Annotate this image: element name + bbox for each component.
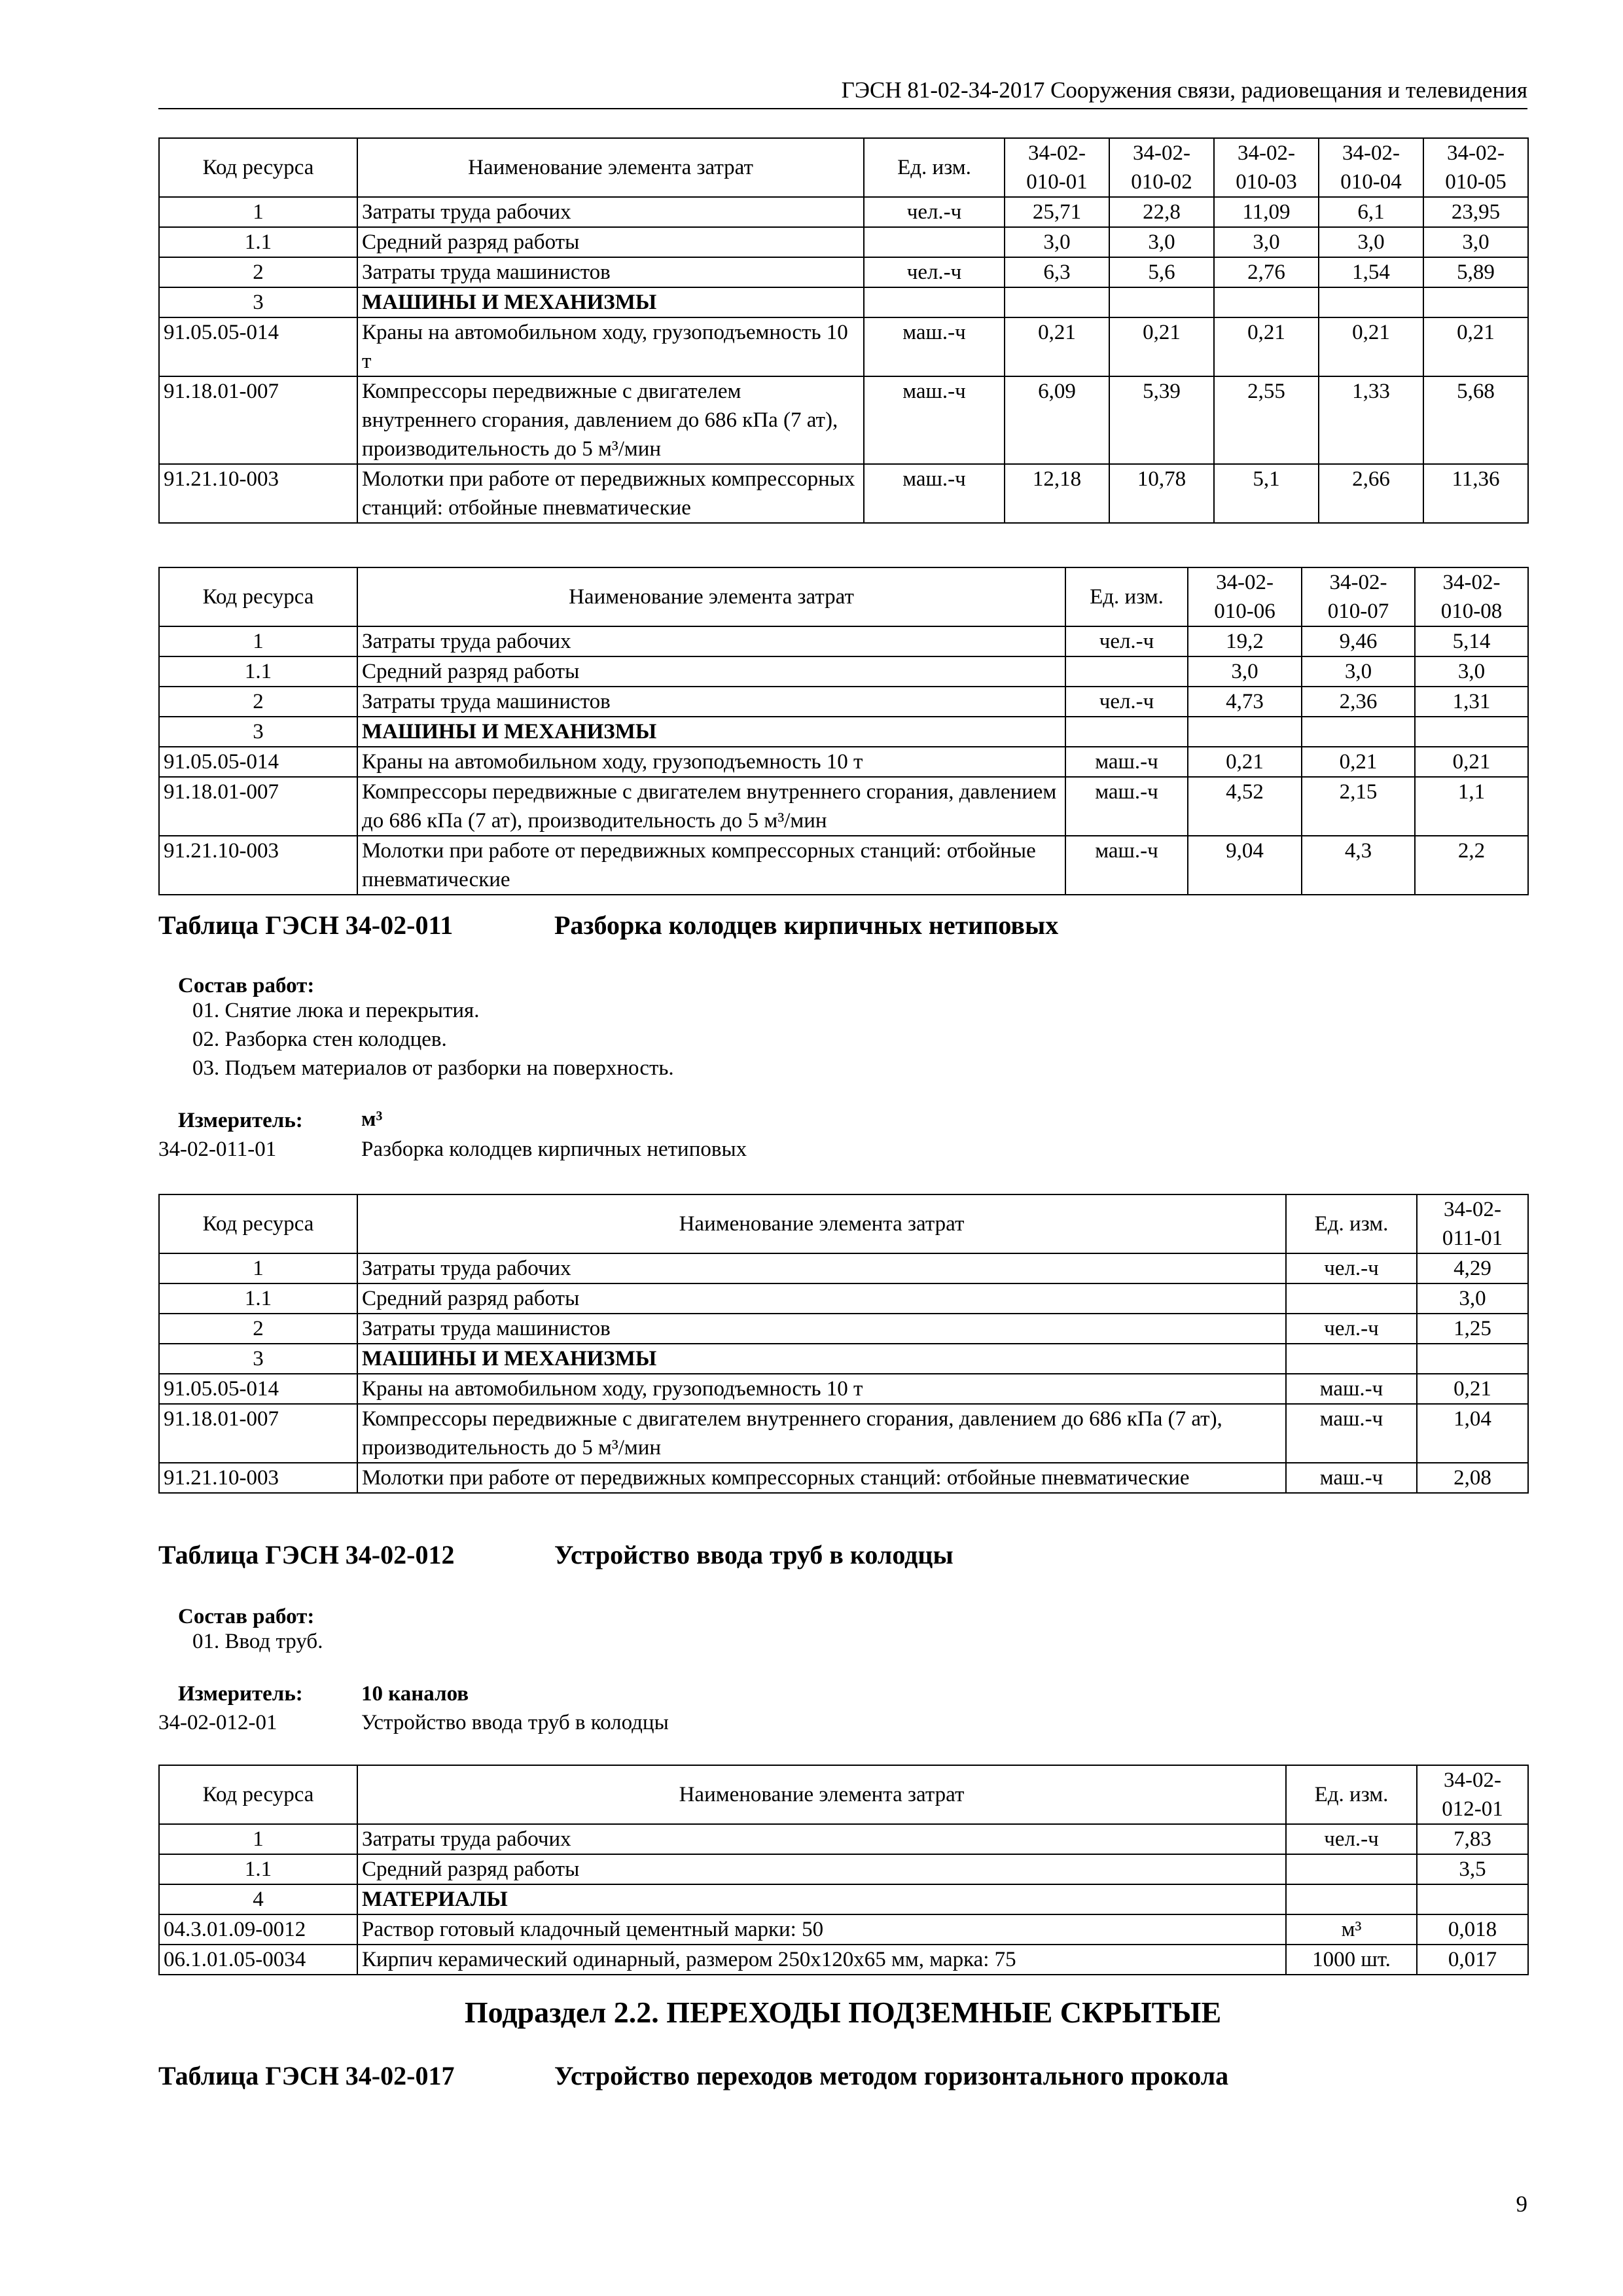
resource-code-cell: 2	[159, 687, 357, 717]
resource-code-cell: 06.1.01.05-0034	[159, 1945, 357, 1975]
resource-code-cell: 1.1	[159, 1854, 357, 1884]
work-composition-list	[192, 1627, 323, 1656]
value-cell: 0,017	[1417, 1945, 1528, 1975]
unit-cell	[1286, 1854, 1417, 1884]
resource-name-cell: Кирпич керамический одинарный, размером 250х120х65 мм, марка: 75	[357, 1945, 1286, 1975]
table-row	[159, 717, 1528, 747]
table-row	[159, 777, 1528, 836]
work-item: 03. Подъем материалов от разборки на поверхность.	[192, 1056, 674, 1080]
resource-code-cell: 3	[159, 287, 357, 317]
caption-label: Таблица ГЭСН 34-02-017	[158, 2061, 455, 2090]
resource-code-cell: 91.21.10-003	[159, 464, 357, 523]
value-cell: 5,39	[1109, 376, 1214, 464]
resource-name-cell: Затраты труда машинистов	[357, 1314, 1286, 1344]
table-row	[159, 257, 1528, 287]
table-row	[159, 1854, 1528, 1884]
value-cell	[1109, 287, 1214, 317]
norm-description: Устройство ввода труб в колодцы	[361, 1711, 669, 1734]
resource-name-cell: Затраты труда рабочих	[357, 626, 1065, 656]
value-cell: 4,29	[1417, 1253, 1528, 1283]
header-rule	[158, 108, 1527, 109]
value-cell: 1,31	[1415, 687, 1528, 717]
resource-table-010-06-08	[158, 567, 1527, 895]
value-cell: 0,21	[1415, 747, 1528, 777]
work-item: 02. Разборка стен колодцев.	[192, 1028, 447, 1051]
unit-cell	[1286, 1283, 1417, 1314]
norm-code: 34-02-011-01	[158, 1138, 277, 1161]
resource-name-cell: Средний разряд работы	[357, 227, 864, 257]
header-norm-code	[1417, 1194, 1528, 1253]
table-row	[159, 197, 1528, 227]
header-norm-code-line: 34-02-	[1342, 141, 1400, 165]
value-cell	[1188, 717, 1302, 747]
table-row	[159, 317, 1528, 376]
resource-name-cell: Затраты труда машинистов	[357, 687, 1065, 717]
value-cell: 6,1	[1319, 197, 1423, 227]
header-unit: Ед. изм.	[864, 138, 1005, 197]
value-cell: 5,1	[1214, 464, 1319, 523]
unit-cell	[1065, 717, 1188, 747]
resource-name-cell: Краны на автомобильном ходу, грузоподъемность 10 т	[357, 747, 1065, 777]
header-norm-code-line: 34-02-	[1329, 571, 1387, 594]
resource-code-cell: 1	[159, 1824, 357, 1854]
table-caption-011	[158, 910, 1059, 941]
header-norm-code	[1302, 567, 1415, 626]
work-item: 01. Ввод труб.	[192, 1630, 323, 1653]
header-norm-code	[1423, 138, 1528, 197]
measure-value: м³	[361, 1107, 383, 1131]
table-row	[159, 1283, 1528, 1314]
header-norm-code-line: 011-01	[1442, 1227, 1503, 1250]
table-row	[159, 1344, 1528, 1374]
table-row	[159, 656, 1528, 687]
resource-code-cell: 91.05.05-014	[159, 1374, 357, 1404]
header-norm-code	[1109, 138, 1214, 197]
value-cell: 0,21	[1109, 317, 1214, 376]
resource-code-cell: 91.18.01-007	[159, 777, 357, 836]
value-cell: 3,0	[1415, 656, 1528, 687]
resource-name-cell: МАШИНЫ И МЕХАНИЗМЫ	[357, 287, 864, 317]
header-norm-code-line: 34-02-	[1133, 141, 1190, 165]
value-cell: 0,21	[1188, 747, 1302, 777]
value-cell: 25,71	[1005, 197, 1109, 227]
value-cell: 22,8	[1109, 197, 1214, 227]
caption-label: Таблица ГЭСН 34-02-012	[158, 1540, 455, 1570]
resource-table	[158, 1194, 1529, 1494]
value-cell	[1417, 1344, 1528, 1374]
header-norm-code-line: 010-07	[1327, 600, 1389, 623]
unit-cell	[1065, 656, 1188, 687]
value-cell: 3,0	[1188, 656, 1302, 687]
value-cell	[1302, 717, 1415, 747]
resource-table	[158, 1765, 1529, 1975]
value-cell	[1423, 287, 1528, 317]
table-row	[159, 1314, 1528, 1344]
value-cell	[1319, 287, 1423, 317]
value-cell: 19,2	[1188, 626, 1302, 656]
table-row	[159, 464, 1528, 523]
value-cell: 3,0	[1109, 227, 1214, 257]
value-cell	[1005, 287, 1109, 317]
value-cell: 9,46	[1302, 626, 1415, 656]
unit-cell: чел.-ч	[864, 257, 1005, 287]
resource-code-cell: 2	[159, 257, 357, 287]
header-norm-code-line: 010-02	[1131, 170, 1192, 194]
unit-cell: маш.-ч	[1286, 1374, 1417, 1404]
value-cell: 2,15	[1302, 777, 1415, 836]
resource-code-cell: 91.18.01-007	[159, 376, 357, 464]
header-norm-code	[1188, 567, 1302, 626]
resource-name-cell: Компрессоры передвижные с двигателем внутреннего сгорания, давлением до 686 кПа (7 ат), производительность до 5 м³/мин	[357, 1404, 1286, 1463]
resource-code-cell: 91.21.10-003	[159, 1463, 357, 1493]
unit-cell: 1000 шт.	[1286, 1945, 1417, 1975]
resource-code-cell: 2	[159, 1314, 357, 1344]
value-cell: 11,09	[1214, 197, 1319, 227]
value-cell: 2,08	[1417, 1463, 1528, 1493]
header-unit: Ед. изм.	[1286, 1194, 1417, 1253]
unit-cell: чел.-ч	[1286, 1824, 1417, 1854]
unit-cell	[1286, 1344, 1417, 1374]
header-code: Код ресурса	[159, 1765, 357, 1824]
resource-name-cell: МАШИНЫ И МЕХАНИЗМЫ	[357, 1344, 1286, 1374]
resource-code-cell: 4	[159, 1884, 357, 1914]
work-item: 01. Снятие люка и перекрытия.	[192, 999, 480, 1022]
unit-cell	[864, 287, 1005, 317]
resource-name-cell: МАТЕРИАЛЫ	[357, 1884, 1286, 1914]
value-cell: 5,68	[1423, 376, 1528, 464]
resource-name-cell: Затраты труда рабочих	[357, 1824, 1286, 1854]
resource-name-cell: Затраты труда машинистов	[357, 257, 864, 287]
header-norm-code-line: 34-02-	[1216, 571, 1274, 594]
value-cell: 7,83	[1417, 1824, 1528, 1854]
resource-code-cell: 1	[159, 197, 357, 227]
header-unit: Ед. изм.	[1065, 567, 1188, 626]
measure-value: 10 каналов	[361, 1682, 469, 1706]
resource-code-cell: 1	[159, 1253, 357, 1283]
header-norm-code-line: 010-03	[1236, 170, 1297, 194]
value-cell: 2,76	[1214, 257, 1319, 287]
resource-code-cell: 1.1	[159, 1283, 357, 1314]
header-norm-code	[1005, 138, 1109, 197]
value-cell: 23,95	[1423, 197, 1528, 227]
table-row	[159, 287, 1528, 317]
header-norm-code-line: 010-01	[1026, 170, 1088, 194]
table-row	[159, 227, 1528, 257]
resource-code-cell: 91.21.10-003	[159, 836, 357, 895]
work-composition-label: Состав работ:	[178, 1605, 315, 1628]
caption-label: Таблица ГЭСН 34-02-011	[158, 910, 454, 940]
header-name: Наименование элемента затрат	[357, 1194, 1286, 1253]
caption-name: Разборка колодцев кирпичных нетиповых	[554, 910, 1059, 940]
value-cell: 4,73	[1188, 687, 1302, 717]
value-cell: 0,21	[1302, 747, 1415, 777]
unit-cell: чел.-ч	[1065, 687, 1188, 717]
value-cell: 4,52	[1188, 777, 1302, 836]
value-cell: 1,25	[1417, 1314, 1528, 1344]
table-row	[159, 1463, 1528, 1493]
unit-cell: маш.-ч	[1065, 836, 1188, 895]
resource-name-cell: Средний разряд работы	[357, 656, 1065, 687]
value-cell: 6,09	[1005, 376, 1109, 464]
value-cell: 2,2	[1415, 836, 1528, 895]
value-cell: 3,0	[1302, 656, 1415, 687]
resource-name-cell: МАШИНЫ И МЕХАНИЗМЫ	[357, 717, 1065, 747]
running-header: ГЭСН 81-02-34-2017 Сооружения связи, радиовещания и телевидения	[841, 77, 1527, 103]
header-norm-code	[1415, 567, 1528, 626]
resource-code-cell: 91.05.05-014	[159, 317, 357, 376]
resource-name-cell: Затраты труда рабочих	[357, 1253, 1286, 1283]
resource-name-cell: Средний разряд работы	[357, 1854, 1286, 1884]
header-name: Наименование элемента затрат	[357, 138, 864, 197]
unit-cell: маш.-ч	[864, 464, 1005, 523]
unit-cell: чел.-ч	[1065, 626, 1188, 656]
value-cell: 1,04	[1417, 1404, 1528, 1463]
table-row	[159, 1945, 1528, 1975]
table-row	[159, 1914, 1528, 1945]
value-cell: 0,21	[1417, 1374, 1528, 1404]
header-unit: Ед. изм.	[1286, 1765, 1417, 1824]
table-row	[159, 376, 1528, 464]
value-cell: 5,89	[1423, 257, 1528, 287]
resource-code-cell: 1.1	[159, 656, 357, 687]
table-row	[159, 1374, 1528, 1404]
table-row	[159, 747, 1528, 777]
header-code: Код ресурса	[159, 1194, 357, 1253]
table-row	[159, 1253, 1528, 1283]
table-caption-017	[158, 2060, 1229, 2091]
resource-code-cell: 91.05.05-014	[159, 747, 357, 777]
value-cell: 3,0	[1417, 1283, 1528, 1314]
value-cell: 1,1	[1415, 777, 1528, 836]
caption-name: Устройство ввода труб в колодцы	[554, 1540, 954, 1570]
value-cell	[1415, 717, 1528, 747]
header-norm-code	[1214, 138, 1319, 197]
value-cell: 0,21	[1423, 317, 1528, 376]
header-norm-code-line: 34-02-	[1442, 571, 1501, 594]
resource-table	[158, 567, 1529, 895]
resource-code-cell: 04.3.01.09-0012	[159, 1914, 357, 1945]
value-cell: 3,0	[1005, 227, 1109, 257]
header-name: Наименование элемента затрат	[357, 567, 1065, 626]
header-norm-code-line: 34-02-	[1028, 141, 1086, 165]
resource-name-cell: Краны на автомобильном ходу, грузоподъемность 10 т	[357, 1374, 1286, 1404]
value-cell	[1214, 287, 1319, 317]
resource-table	[158, 137, 1529, 524]
resource-name-cell: Краны на автомобильном ходу, грузоподъемность 10 т	[357, 317, 864, 376]
header-norm-code	[1319, 138, 1423, 197]
value-cell: 2,55	[1214, 376, 1319, 464]
value-cell: 11,36	[1423, 464, 1528, 523]
value-cell: 3,5	[1417, 1854, 1528, 1884]
value-cell: 3,0	[1319, 227, 1423, 257]
table-row	[159, 1824, 1528, 1854]
value-cell: 0,21	[1214, 317, 1319, 376]
resource-name-cell: Молотки при работе от передвижных компрессорных станций: отбойные пневматические	[357, 1463, 1286, 1493]
header-code: Код ресурса	[159, 138, 357, 197]
measure-label: Измеритель:	[178, 1109, 303, 1132]
work-composition-label: Состав работ:	[178, 974, 315, 997]
header-name: Наименование элемента затрат	[357, 1765, 1286, 1824]
header-norm-code-line: 34-02-	[1447, 141, 1505, 165]
value-cell: 5,6	[1109, 257, 1214, 287]
norm-code: 34-02-012-01	[158, 1711, 277, 1734]
resource-code-cell: 1.1	[159, 227, 357, 257]
value-cell: 4,3	[1302, 836, 1415, 895]
resource-name-cell: Затраты труда рабочих	[357, 197, 864, 227]
resource-table-010-01-05	[158, 137, 1527, 524]
table-row	[159, 687, 1528, 717]
value-cell: 0,21	[1005, 317, 1109, 376]
value-cell: 3,0	[1214, 227, 1319, 257]
resource-name-cell: Молотки при работе от передвижных компрессорных станций: отбойные пневматические	[357, 836, 1065, 895]
value-cell: 1,54	[1319, 257, 1423, 287]
caption-name: Устройство переходов методом горизонтального прокола	[554, 2061, 1229, 2090]
value-cell: 5,14	[1415, 626, 1528, 656]
resource-table-012-01	[158, 1765, 1527, 1975]
resource-name-cell: Раствор готовый кладочный цементный марки: 50	[357, 1914, 1286, 1945]
unit-cell: маш.-ч	[864, 317, 1005, 376]
resource-name-cell: Средний разряд работы	[357, 1283, 1286, 1314]
value-cell: 10,78	[1109, 464, 1214, 523]
resource-name-cell: Молотки при работе от передвижных компрессорных станций: отбойные пневматические	[357, 464, 864, 523]
header-norm-code-line: 010-06	[1214, 600, 1275, 623]
table-row	[159, 1884, 1528, 1914]
resource-table-011-01	[158, 1194, 1527, 1494]
subsection-title: Подраздел 2.2. ПЕРЕХОДЫ ПОДЗЕМНЫЕ СКРЫТЫЕ	[464, 1996, 1222, 2029]
resource-name-cell: Компрессоры передвижные с двигателем внутреннего сгорания, давлением до 686 кПа (7 ат), производительность до 5 м³/мин	[357, 777, 1065, 836]
resource-code-cell: 1	[159, 626, 357, 656]
table-row	[159, 836, 1528, 895]
resource-code-cell: 91.18.01-007	[159, 1404, 357, 1463]
table-caption-012	[158, 1539, 954, 1570]
value-cell: 3,0	[1423, 227, 1528, 257]
header-norm-code-line: 010-08	[1440, 600, 1503, 623]
page-number: 9	[1516, 2191, 1527, 2217]
header-norm-code-line: 010-05	[1445, 170, 1507, 194]
unit-cell: м³	[1286, 1914, 1417, 1945]
header-norm-code-line: 010-04	[1340, 170, 1402, 194]
value-cell	[1417, 1884, 1528, 1914]
header-norm-code-line: 34-02-	[1238, 141, 1295, 165]
work-composition-list	[192, 996, 674, 1083]
header-norm-code-line: 34-02-	[1444, 1768, 1501, 1792]
resource-name-cell: Компрессоры передвижные с двигателем внутреннего сгорания, давлением до 686 кПа (7 ат), производительность до 5 м³/мин	[357, 376, 864, 464]
resource-code-cell: 3	[159, 717, 357, 747]
unit-cell: маш.-ч	[1286, 1404, 1417, 1463]
header-norm-code-line: 34-02-	[1444, 1198, 1501, 1221]
table-row	[159, 1404, 1528, 1463]
measure-label: Измеритель:	[178, 1682, 303, 1706]
unit-cell: маш.-ч	[864, 376, 1005, 464]
value-cell: 2,36	[1302, 687, 1415, 717]
unit-cell: маш.-ч	[1065, 747, 1188, 777]
header-norm-code	[1417, 1765, 1528, 1824]
unit-cell	[1286, 1884, 1417, 1914]
value-cell: 0,21	[1319, 317, 1423, 376]
unit-cell: маш.-ч	[1286, 1463, 1417, 1493]
unit-cell	[864, 227, 1005, 257]
unit-cell: чел.-ч	[1286, 1253, 1417, 1283]
table-row	[159, 626, 1528, 656]
value-cell: 0,018	[1417, 1914, 1528, 1945]
value-cell: 9,04	[1188, 836, 1302, 895]
value-cell: 6,3	[1005, 257, 1109, 287]
norm-description: Разборка колодцев кирпичных нетиповых	[361, 1138, 747, 1161]
value-cell: 12,18	[1005, 464, 1109, 523]
unit-cell: маш.-ч	[1065, 777, 1188, 836]
resource-code-cell: 3	[159, 1344, 357, 1374]
value-cell: 1,33	[1319, 376, 1423, 464]
unit-cell: чел.-ч	[864, 197, 1005, 227]
unit-cell: чел.-ч	[1286, 1314, 1417, 1344]
value-cell: 2,66	[1319, 464, 1423, 523]
header-code: Код ресурса	[159, 567, 357, 626]
header-norm-code-line: 012-01	[1442, 1797, 1503, 1821]
